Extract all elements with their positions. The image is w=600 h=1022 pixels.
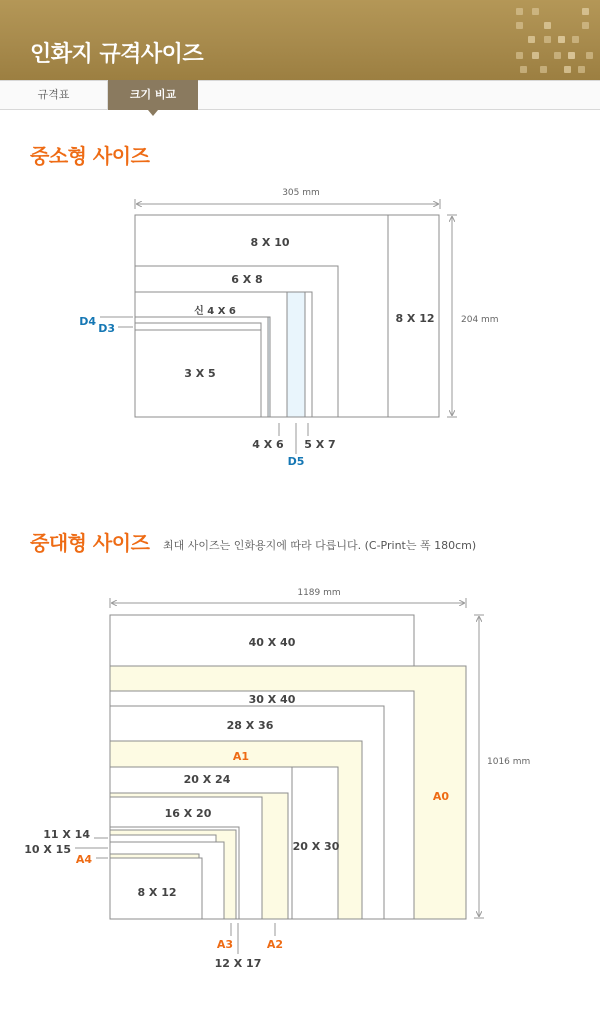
label-30x40: 30 X 40 — [248, 693, 296, 706]
label-3x5: 3 X 5 — [184, 367, 216, 380]
page-title: 인화지 규격사이즈 — [30, 42, 204, 67]
tab-size-compare[interactable]: 크기 비교 — [108, 80, 198, 110]
label-28x36: 28 X 36 — [226, 719, 274, 732]
label-a3: A3 — [216, 938, 234, 951]
small-size-diagram — [79, 188, 498, 468]
large-size-diagram — [24, 588, 530, 970]
label-a1: A1 — [232, 750, 250, 763]
label-a2: A2 — [266, 938, 284, 951]
small-section-title: 중소형 사이즈 — [30, 144, 150, 168]
label-10x15: 10 X 15 — [24, 843, 71, 856]
label-6x8: 6 X 8 — [231, 273, 263, 286]
label-d3: D3 — [98, 322, 115, 335]
label-5x7: 5 X 7 — [304, 438, 336, 451]
label-8x12-large: 8 X 12 — [137, 886, 177, 899]
label-8x10: 8 X 10 — [250, 236, 290, 249]
label-shin4x6: 신 4 X 6 — [194, 306, 236, 317]
label-12x17: 12 X 17 — [214, 957, 262, 970]
label-a4: A4 — [75, 853, 92, 866]
label-d5: D5 — [287, 455, 305, 468]
label-4x6: 4 X 6 — [252, 438, 284, 451]
small-width-label: 305 mm — [282, 188, 320, 198]
label-8x12: 8 X 12 — [395, 312, 435, 325]
label-20x24: 20 X 24 — [183, 773, 231, 786]
label-11x14: 11 X 14 — [43, 828, 90, 841]
label-d4: D4 — [79, 315, 96, 328]
small-height-label: 204 mm — [461, 315, 499, 325]
large-height-label: 1016 mm — [487, 757, 531, 767]
large-section-title: 중대형 사이즈 — [30, 531, 150, 555]
large-width-label: 1189 mm — [297, 588, 341, 598]
tab-spec-table[interactable]: 규격표 — [0, 80, 108, 110]
label-20x30: 20 X 30 — [292, 840, 340, 853]
label-16x20: 16 X 20 — [164, 807, 212, 820]
label-a0: A0 — [432, 790, 450, 803]
label-40x40: 40 X 40 — [248, 636, 296, 649]
size-note: 최대 사이즈는 인화용지에 따라 다릅니다. (C-Print는 폭 180cm) — [163, 539, 477, 552]
